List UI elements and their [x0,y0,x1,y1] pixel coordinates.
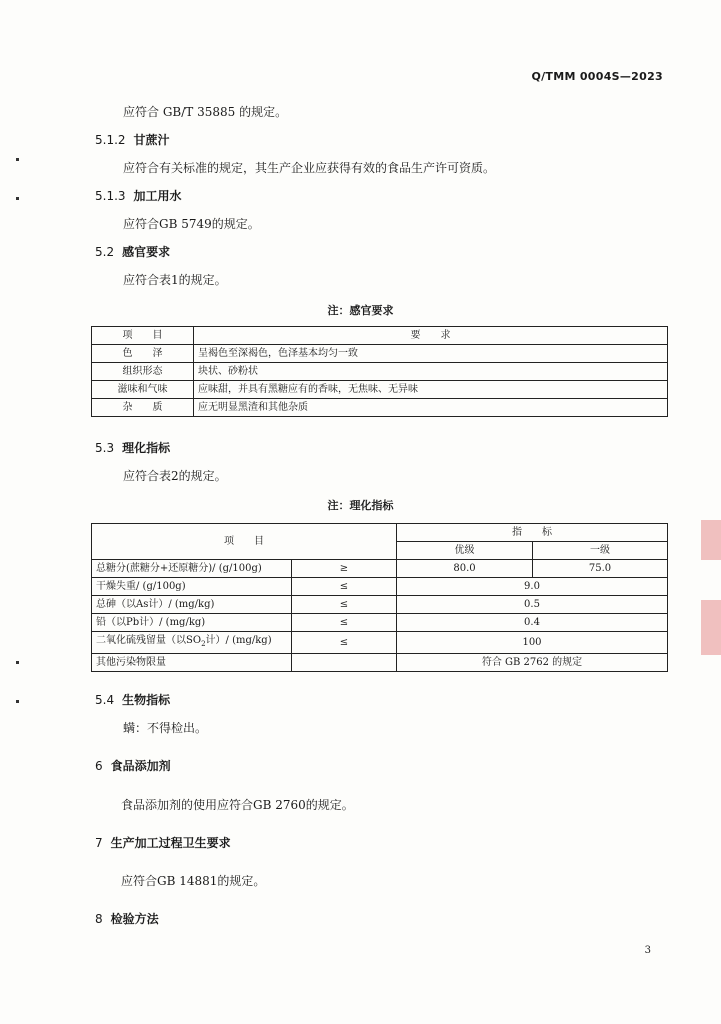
section-number: 5.1.3 [95,189,126,203]
cell-text: 计）/ (mg/kg) [205,635,272,646]
table-row [92,632,668,654]
table-cell: 杂 质 [92,399,194,417]
section-title: 感官要求 [122,245,171,259]
table-cell: 总砷（以As计）/ (mg/kg) [92,596,292,614]
table-cell [292,654,397,672]
scan-mark [16,197,19,200]
section-heading-5-3 [95,439,170,456]
scan-mark [16,158,19,161]
paragraph: 应符合 GB/T 35885 的规定。 [123,105,288,119]
table-cell: 干燥失重/ (g/100g) [92,578,292,596]
table-cell: ≤ [292,632,397,654]
physicochemical-table [91,523,668,672]
table-row [92,345,668,363]
section-heading-7 [95,834,231,851]
scan-mark [16,700,19,703]
cell-text: 二氧化硫残留量（以SO [96,635,202,646]
sensory-table [91,326,668,417]
section-number: 6 [95,759,103,773]
scan-mark [16,661,19,664]
page-number: 3 [644,945,651,956]
table-cell: 块状、砂粉状 [194,363,668,381]
table-cell: 总糖分(蔗糖分+还原糖分)/ (g/100g) [92,560,292,578]
table-cell: 其他污染物限量 [92,654,292,672]
section-heading-6 [95,757,171,774]
section-heading-5-1-3 [95,187,182,204]
paragraph: 应符合GB 5749的规定。 [123,217,260,231]
table-row [92,363,668,381]
paragraph: 应符合GB 14881的规定。 [121,874,266,888]
section-title: 生物指标 [122,693,171,707]
seal-stamp-fragment [701,520,721,560]
section-title: 理化指标 [122,441,171,455]
section-heading-8 [95,910,159,927]
section-number: 5.2 [95,245,115,259]
table-cell: 100 [397,632,668,654]
table-cell: 0.5 [397,596,668,614]
subscript: 2 [201,640,206,648]
paragraph: 应符合表2的规定。 [123,469,227,483]
table1-caption: 注：感官要求 [327,304,394,317]
table-header-cell: 项 目 [92,327,194,345]
paragraph: 螨：不得检出。 [123,721,208,735]
table-cell: 铅（以Pb计）/ (mg/kg) [92,614,292,632]
table-cell: 符合 GB 2762 的规定 [397,654,668,672]
table-cell: 色 泽 [92,345,194,363]
table-cell: ≥ [292,560,397,578]
paragraph: 应符合有关标准的规定，其生产企业应获得有效的食品生产许可资质。 [123,161,496,175]
seal-stamp-fragment [701,600,721,655]
table-cell: ≤ [292,614,397,632]
table-header-row [92,327,668,345]
section-number: 5.1.2 [95,133,126,147]
section-heading-5-2 [95,243,170,260]
table-cell: 应无明显黑渣和其他杂质 [194,399,668,417]
table-row [92,578,668,596]
table-cell: 0.4 [397,614,668,632]
paragraph: 应符合表1的规定。 [123,273,227,287]
table-cell: 滋味和气味 [92,381,194,399]
standard-code: Q/TMM 0004S—2023 [531,70,663,83]
table-cell: 80.0 [397,560,533,578]
section-title: 食品添加剂 [110,759,171,773]
table-row [92,614,668,632]
section-number: 5.4 [95,693,115,707]
section-title: 甘蔗汁 [133,133,170,147]
table-row [92,596,668,614]
table-header-row [92,524,668,542]
section-title: 加工用水 [133,189,182,203]
section-title: 生产加工过程卫生要求 [110,836,231,850]
paragraph: 食品添加剂的使用应符合GB 2760的规定。 [121,798,354,812]
section-number: 7 [95,836,103,850]
table-header-cell: 要 求 [194,327,668,345]
table-cell: 75.0 [533,560,668,578]
section-heading-5-4 [95,691,170,708]
table-row [92,381,668,399]
table-header-cell: 项 目 [92,524,397,560]
table-cell: 呈褐色至深褐色，色泽基本均匀一致 [194,345,668,363]
table-cell: 9.0 [397,578,668,596]
table-cell: 应味甜，并具有黑糖应有的香味，无焦味、无异味 [194,381,668,399]
table2-caption: 注：理化指标 [327,499,394,512]
table-row [92,399,668,417]
table-header-cell: 一级 [533,542,668,560]
table-cell: ≤ [292,578,397,596]
section-number: 5.3 [95,441,115,455]
table-cell [92,632,292,654]
table-header-cell: 优级 [397,542,533,560]
section-heading-5-1-2 [95,131,170,148]
table-row [92,654,668,672]
section-title: 检验方法 [110,912,159,926]
table-cell: ≤ [292,596,397,614]
section-number: 8 [95,912,103,926]
table-header-cell: 指 标 [397,524,668,542]
table-cell: 组织形态 [92,363,194,381]
table-row [92,560,668,578]
